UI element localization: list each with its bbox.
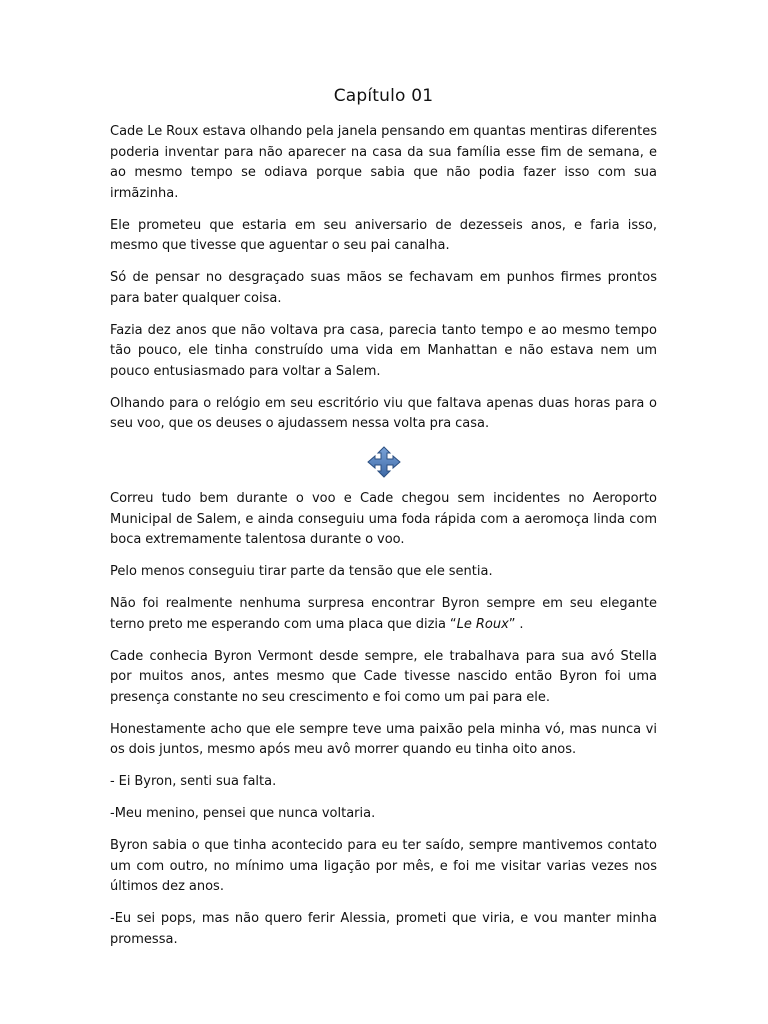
sign-text-italic: Le Roux bbox=[456, 616, 509, 632]
paragraph: Cade Le Roux estava olhando pela janela pensando em quantas mentiras diferentes poderia inventar para não aparecer na casa da sua família esse fim de semana, e ao mesmo tempo se odiava porque sabia que não podia fazer isso com sua irmãzinha. bbox=[110, 124, 657, 201]
sign-text-after: ” . bbox=[508, 616, 524, 632]
paragraph: Honestamente acho que ele sempre teve uma paixão pela minha vó, mas nunca vi os dois juntos, mesmo após meu avô morrer quando eu tinha oito anos. bbox=[110, 721, 657, 757]
paragraph: Fazia dez anos que não voltava pra casa, parecia tanto tempo e ao mesmo tempo tão pouco, ele tinha construído uma vida em Manhattan e não estava nem um pouco entusiasmado para voltar a Salem. bbox=[110, 322, 657, 379]
paragraph: Correu tudo bem durante o voo e Cade chegou sem incidentes no Aeroporto Municipal de Salem, e ainda conseguiu uma foda rápida com a aeromoça linda com boca extremamente talentosa durante o voo. bbox=[110, 491, 657, 547]
dialogue-line: -Eu sei pops, mas não quero ferir Alessia, prometi que viria, e vou manter minha promessa. bbox=[110, 911, 657, 947]
chapter-title: Capítulo 01 bbox=[333, 86, 434, 106]
sign-text-before: Não foi realmente nenhuma surpresa encontrar Byron sempre em seu elegante terno preto me esperando com uma placa que dizia “ bbox=[110, 596, 657, 632]
dialogue-line: -Meu menino, pensei que nunca voltaria. bbox=[110, 806, 376, 821]
four-arrow-move-icon bbox=[366, 446, 402, 478]
dialogue-line: - Ei Byron, senti sua falta. bbox=[110, 774, 277, 789]
paragraph: Cade conhecia Byron Vermont desde sempre, ele trabalhava para sua avó Stella por muitos anos, antes mesmo que Cade tivesse nascido então Byron foi uma presença constante no seu crescimento e foi como um pai para ele. bbox=[110, 648, 657, 705]
paragraph: Byron sabia o que tinha acontecido para eu ter saído, sempre mantivemos contato um com outro, no mínimo uma ligação por mês, e foi me visitar varias vezes nos últimos dez anos. bbox=[110, 838, 657, 894]
paragraph-with-sign bbox=[110, 594, 657, 635]
paragraph: Só de pensar no desgraçado suas mãos se fechavam em punhos firmes prontos para bater qualquer coisa. bbox=[110, 270, 657, 306]
paragraph: Olhando para o relógio em seu escritório viu que faltava apenas duas horas para o seu voo, que os deuses o ajudassem nessa volta pra casa. bbox=[110, 395, 657, 431]
document-page bbox=[110, 84, 657, 962]
paragraph: Ele prometeu que estaria em seu aniversario de dezesseis anos, e faria isso, mesmo que tivesse que aguentar o seu pai canalha. bbox=[110, 217, 657, 253]
paragraph: Pelo menos conseguiu tirar parte da tensão que ele sentia. bbox=[110, 564, 493, 579]
section-separator bbox=[110, 446, 657, 478]
